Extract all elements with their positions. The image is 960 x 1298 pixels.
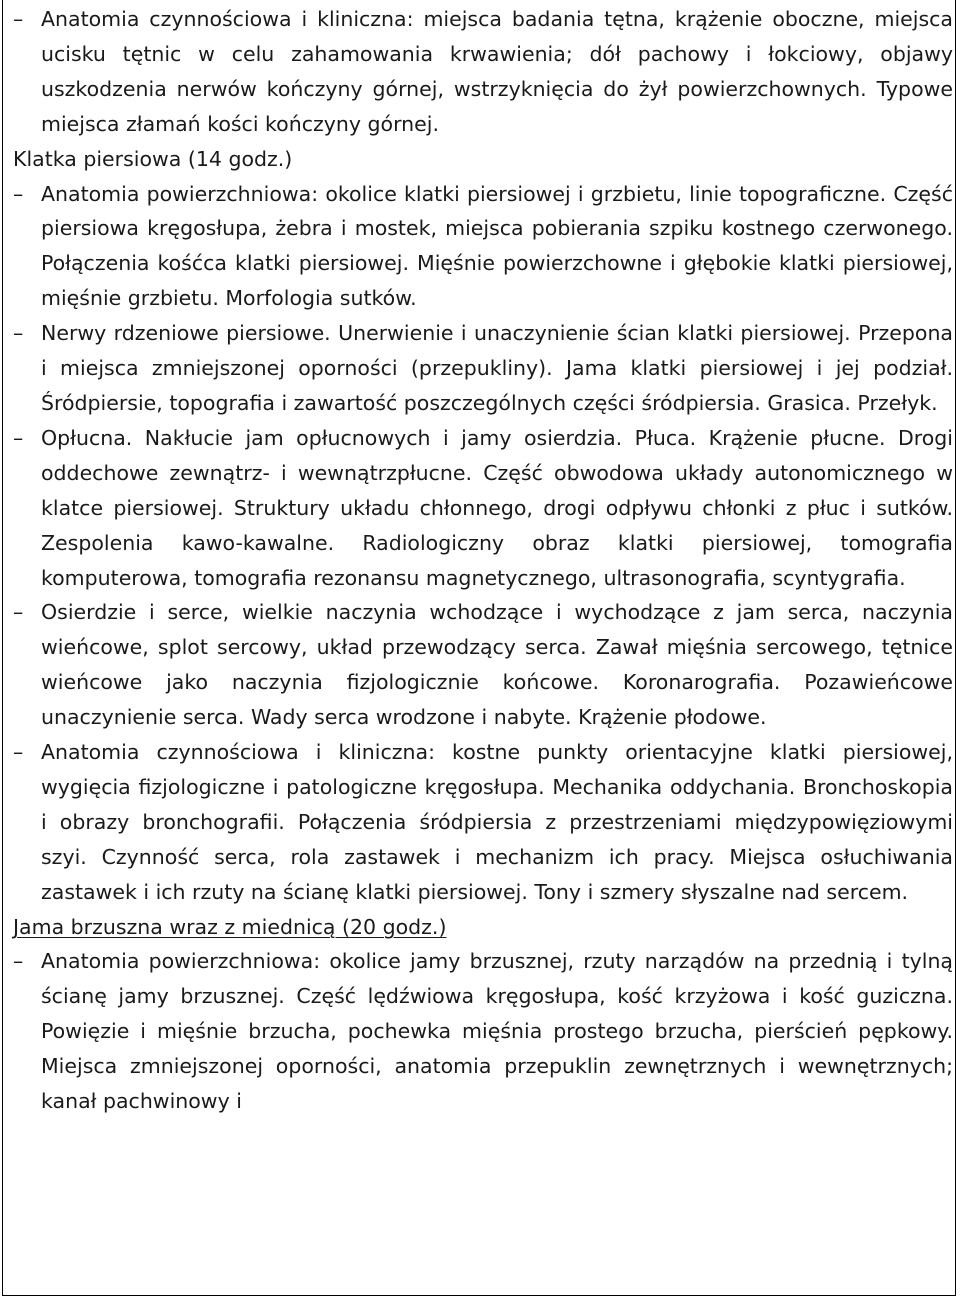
list-item [13,2,953,142]
dash-bullet: – [13,740,24,765]
list-item-text: Opłucna. Nakłucie jam opłucnowych i jamy osierdzia. Płuca. Krążenie płucne. Drogi oddechowe zewnątrz- i wewnątrzpłucne. Część obwodowa układy autonomicznego w klatce piersiowej. Struktury układu chłonnego, drogi odpływu chłonki z płuc i sutków. Zespolenia kawo-kawalne. Radiologiczny obraz klatki piersiowej, tomografia komputerowa, tomografia rezonansu magnetycznego, ultrasonografia, scyntygrafia. [41,425,953,590]
list-item-text: Anatomia czynnościowa i kliniczna: kostne punkty orientacyjne klatki piersiowej, wygięcia fizjologiczne i patologiczne kręgosłupa. Mechanika oddychania. Bronchoskopia i obrazy bronchografii. Połączenia śródpiersia z przestrzeniami międzypowięziowymi szyi. Czynność serca, rola zastawek i mechanizm ich pracy. Miejsca osłuchiwania zastawek i ich rzuty na ścianę klatki piersiowej. Tony i szmery słyszalne nad sercem. [41,740,953,904]
list-item [13,177,953,317]
list-item-text: Anatomia czynnościowa i kliniczna: miejsca badania tętna, krążenie oboczne, miejsca ucisku tętnic w celu zahamowania krwawienia; dół pachowy i łokciowy, objawy uszkodzenia nerwów kończyny górnej, wstrzyknięcia do żył powierzchownych. Typowe miejsca złamań kości kończyny górnej. [41,7,953,136]
list-item [13,316,953,421]
list-item [13,595,953,735]
dash-bullet: – [13,181,24,206]
dash-bullet: – [13,425,24,450]
list-item [13,735,953,910]
list-item [13,944,953,1119]
section-title-jama-brzuszna: Jama brzuszna wraz z miednicą (20 godz.) [13,914,447,939]
list-item-text: Anatomia powierzchniowa: okolice klatki piersiowej i grzbietu, linie topograficzne. Część piersiowa kręgosłupa, żebra i mostek, miejsca pobierania szpiku kostnego czerwonego. Połączenia kośćca klatki piersiowej. Mięśnie powierzchowne i głębokie klatki piersiowej, mięśnie grzbietu. Morfologia sutków. [41,181,953,311]
dash-bullet: – [13,949,24,974]
document-body [13,2,953,1119]
page-frame [2,0,956,1296]
list-item-text: Osierdzie i serce, wielkie naczynia wchodzące i wychodzące z jam serca, naczynia wieńcowe, splot sercowy, układ przewodzący serca. Zawał mięśnia sercowego, tętnice wieńcowe jako naczynia fizjologicznie końcowe. Koronarografia. Pozawieńcowe unaczynienie serca. Wady serca wrodzone i nabyte. Krążenie płodowe. [41,600,953,730]
list-item-text: Anatomia powierzchniowa: okolice jamy brzusznej, rzuty narządów na przednią i tylną ścianę jamy brzusznej. Część lędźwiowa kręgosłupa, kość krzyżowa i kość guziczna. Powięzie i mięśnie brzucha, pochewka mięśnia prostego brzucha, pierścień pępkowy. Miejsca zmniejszonej oporności, anatomia przepuklin zewnętrznych i wewnętrznych; kanał pachwinowy i [41,949,953,1114]
dash-bullet: – [13,321,24,346]
list-item [13,421,953,596]
section-title-klatka-piersiowa: Klatka piersiowa (14 godz.) [13,146,293,171]
list-item-text: Nerwy rdzeniowe piersiowe. Unerwienie i unaczynienie ścian klatki piersiowej. Przepona i miejsca zmniejszonej oporności (przepukliny). Jama klatki piersiowej i jej podział. Śródpiersie, topografia i zawartość poszczególnych części śródpiersia. Grasica. Przełyk. [41,321,953,415]
dash-bullet: – [13,600,24,625]
dash-bullet: – [13,7,24,31]
